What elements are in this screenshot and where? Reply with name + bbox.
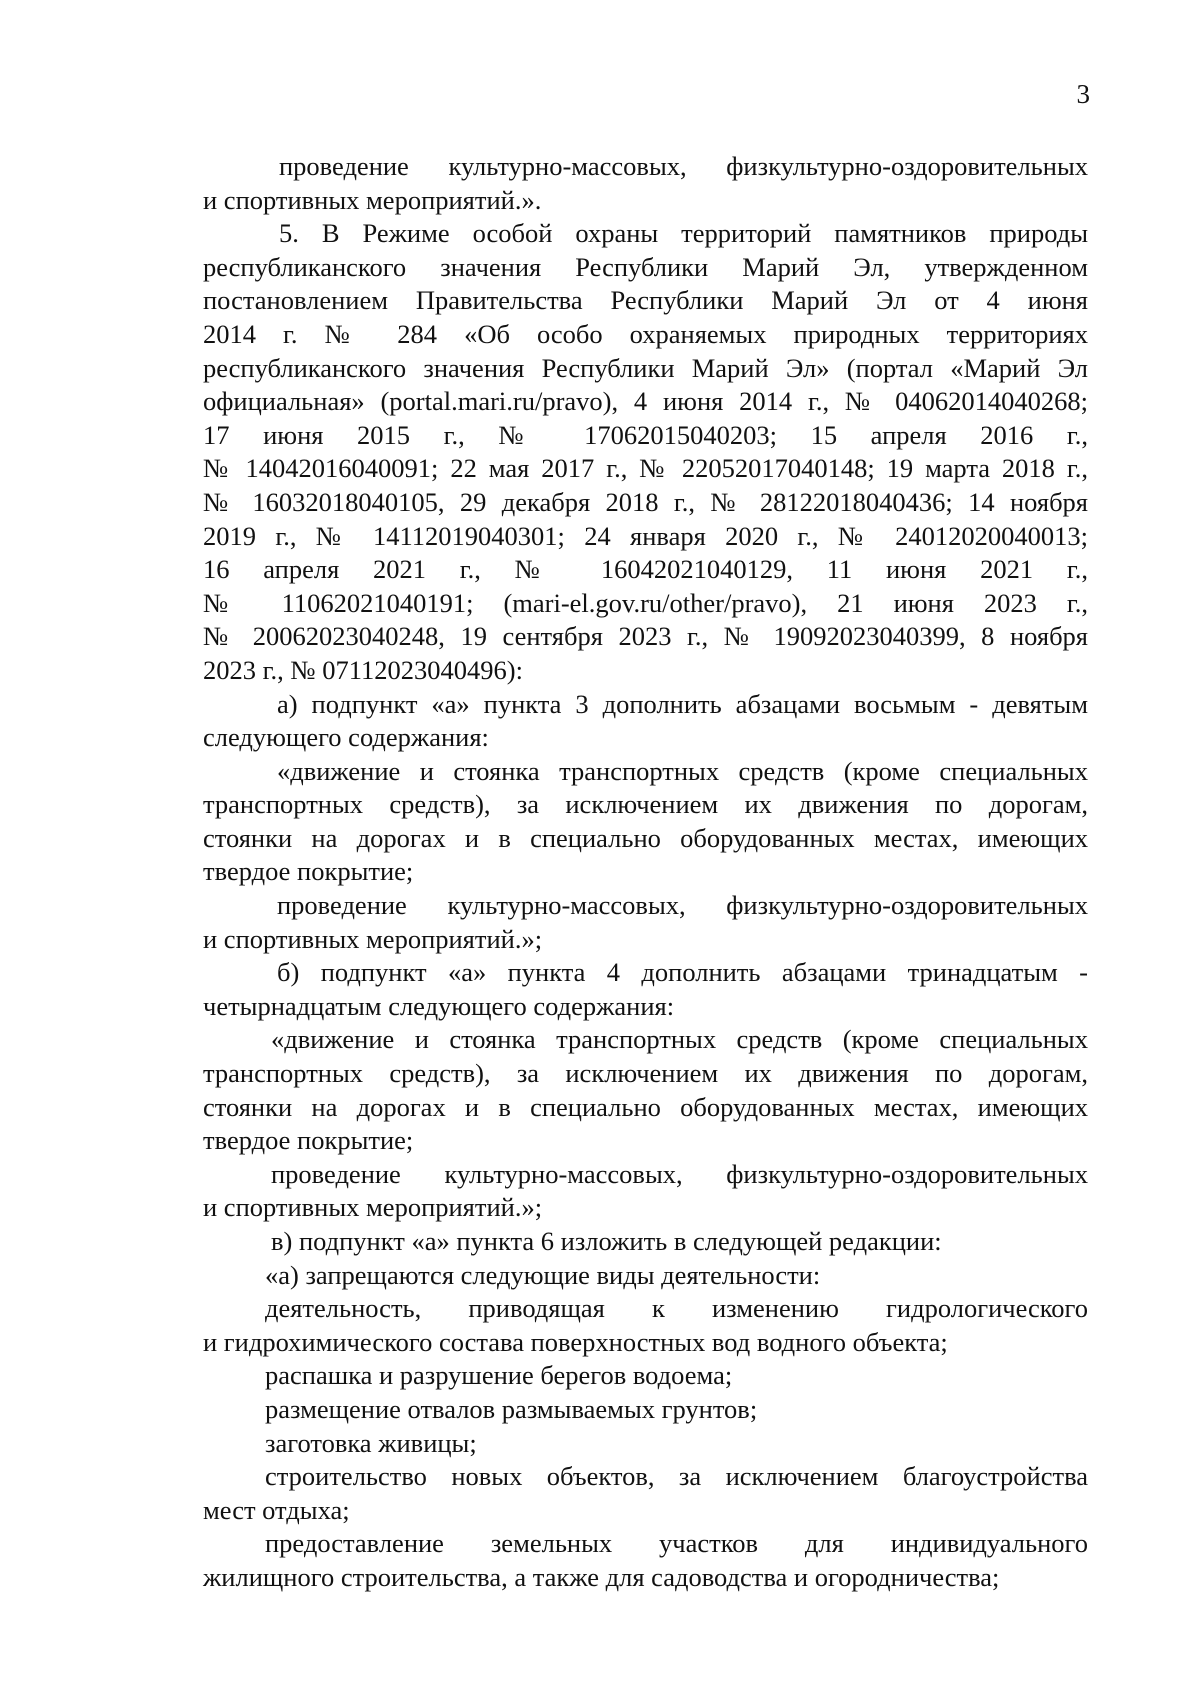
text-line: «движение и стоянка транспортных средств (кроме специальных: [271, 1024, 1088, 1055]
text-line: мест отдыха;: [203, 1494, 350, 1525]
text-line: деятельность, приводящая к изменению гидрологического: [265, 1293, 1088, 1324]
text-line: 2023 г., № 07112023040496):: [203, 654, 523, 685]
text-line: 2014 г. № 284 «Об особо охраняемых природных территориях: [203, 318, 1088, 349]
text-line: заготовка живицы;: [265, 1427, 477, 1458]
text-line: размещение отвалов размываемых грунтов;: [265, 1393, 758, 1424]
text-line: а) подпункт «а» пункта 3 дополнить абзацами восьмым - девятым: [277, 688, 1088, 719]
text-line: проведение культурно-массовых, физкультурно-оздоровительных: [271, 1158, 1088, 1189]
text-line: и спортивных мероприятий.»;: [203, 1192, 543, 1223]
text-line: б) подпункт «а» пункта 4 дополнить абзацами тринадцатым -: [277, 957, 1088, 988]
text-line: транспортных средств), за исключением их движения по дорогам,: [203, 1058, 1088, 1089]
text-line: проведение культурно-массовых, физкультурно-оздоровительных: [279, 151, 1088, 181]
text-line: официальная» (portal.mari.ru/pravo), 4 июня 2014 г., № 04062014040268;: [203, 386, 1088, 417]
text-line: в) подпункт «а» пункта 6 изложить в следующей редакции:: [271, 1226, 942, 1256]
text-line: стоянки на дорогах и в специально оборудованных местах, имеющих: [203, 1091, 1088, 1122]
text-line: 5. В Режиме особой охраны территорий памятников природы: [279, 218, 1088, 249]
text-line: 2019 г., № 14112019040301; 24 января 2020 г., № 24012020040013;: [203, 520, 1088, 551]
text-line: 16 апреля 2021 г., № 16042021040129, 11 июня 2021 г.,: [203, 554, 1088, 585]
text-line: твердое покрытие;: [203, 1125, 414, 1156]
text-line: следующего содержания:: [203, 722, 489, 753]
text-line: жилищного строительства, а также для садоводства и огородничества;: [203, 1561, 1000, 1592]
text-line: № 14042016040091; 22 мая 2017 г., № 22052017040148; 19 марта 2018 г.,: [203, 453, 1088, 484]
text-line: стоянки на дорогах и в специально оборудованных местах, имеющих: [203, 822, 1088, 853]
text-line: четырнадцатым следующего содержания:: [203, 990, 675, 1021]
text-line: строительство новых объектов, за исключением благоустройства: [265, 1461, 1088, 1492]
text-line: и гидрохимического состава поверхностных вод водного объекта;: [203, 1326, 948, 1357]
text-line: проведение культурно-массовых, физкультурно-оздоровительных: [277, 890, 1088, 921]
text-line: твердое покрытие;: [203, 856, 414, 887]
page-number: 3: [1076, 79, 1090, 109]
text-line: предоставление земельных участков для индивидуального: [265, 1528, 1088, 1559]
text-line: «а) запрещаются следующие виды деятельности:: [265, 1259, 821, 1290]
text-line: «движение и стоянка транспортных средств (кроме специальных: [277, 755, 1088, 786]
text-line: республиканского значения Республики Марий Эл, утвержденном: [203, 251, 1088, 282]
text-line: распашка и разрушение берегов водоема;: [265, 1360, 733, 1391]
text-line: и спортивных мероприятий.».: [203, 184, 542, 215]
text-line: постановлением Правительства Республики Марий Эл от 4 июня: [203, 285, 1088, 316]
text-line: № 20062023040248, 19 сентября 2023 г., № 19092023040399, 8 ноября: [203, 621, 1088, 652]
document-body: [203, 150, 1088, 1595]
text-line: и спортивных мероприятий.»;: [203, 923, 543, 954]
text-line: республиканского значения Республики Марий Эл» (портал «Марий Эл: [203, 352, 1088, 383]
text-line: № 11062021040191; (mari-el.gov.ru/other/pravo), 21 июня 2023 г.,: [203, 587, 1088, 618]
text-line: транспортных средств), за исключением их движения по дорогам,: [203, 789, 1088, 820]
text-line: № 16032018040105, 29 декабря 2018 г., № 28122018040436; 14 ноября: [203, 486, 1088, 517]
text-line: 17 июня 2015 г., № 17062015040203; 15 апреля 2016 г.,: [203, 419, 1088, 450]
